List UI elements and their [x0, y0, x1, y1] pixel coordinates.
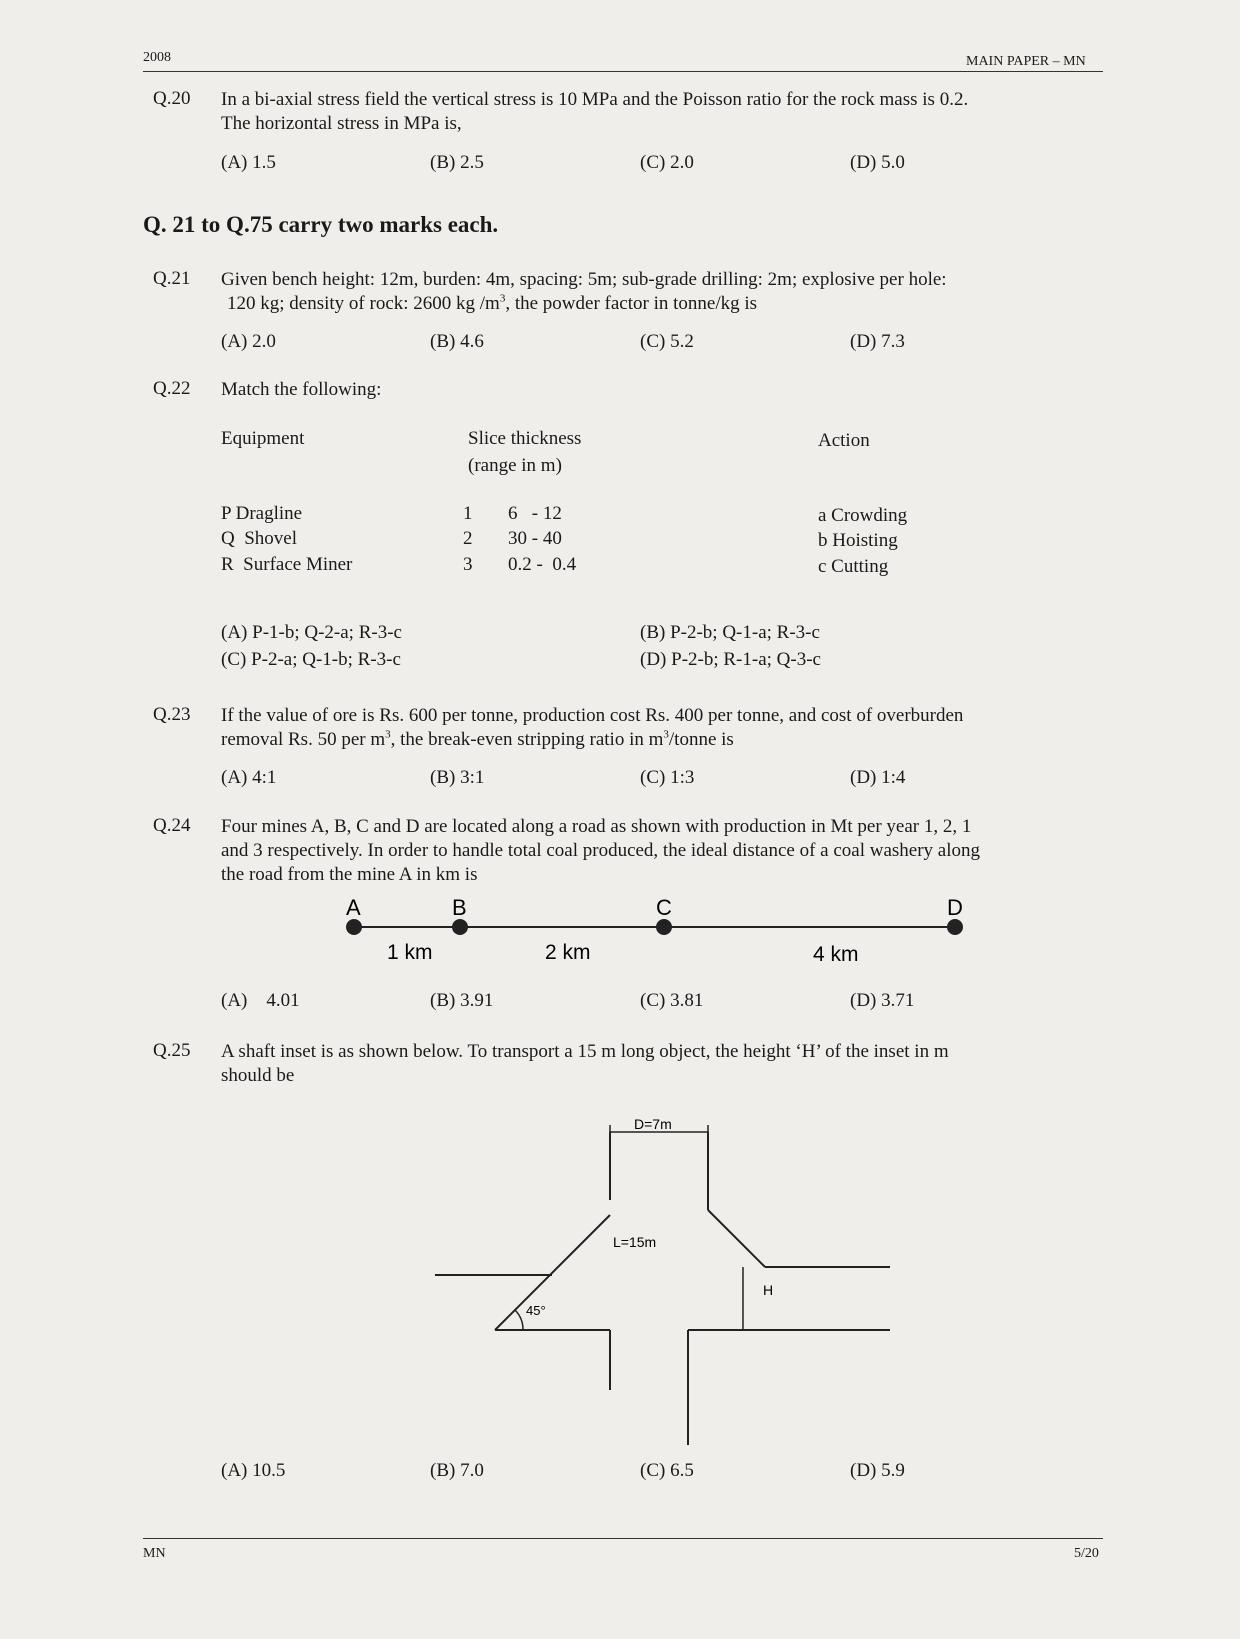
q21-line1: Given bench height: 12m, burden: 4m, spacing: 5m; sub-grade drilling: 2m; explosive per hole:: [221, 269, 947, 290]
q23-option-a: (A) 4:1: [221, 767, 277, 788]
q23-option-c: (C) 1:3: [640, 767, 695, 788]
q22-intro: Match the following:: [221, 379, 382, 400]
section-heading: Q. 21 to Q.75 carry two marks each.: [143, 212, 499, 237]
q25-shaft-inset-figure: [420, 1100, 890, 1445]
q25-option-c: (C) 6.5: [640, 1460, 694, 1481]
mine-d-label: D: [947, 895, 963, 920]
mine-b-label: B: [452, 895, 467, 920]
footer-page: 5/20: [1074, 1546, 1099, 1561]
q24-option-b: (B) 3.91: [430, 990, 494, 1011]
q24-option-a: (A) 4.01: [221, 990, 300, 1011]
q25-number: Q.25: [153, 1040, 191, 1061]
footer-rule: [143, 1538, 1103, 1539]
distance-ab: 1 km: [387, 941, 433, 964]
h-label: H: [763, 1282, 774, 1298]
q24-text: [221, 815, 1101, 887]
q25-line1: A shaft inset is as shown below. To transport a 15 m long object, the height ‘H’ of the inset in m: [221, 1041, 949, 1062]
q22-row-action: a Crowding: [818, 505, 908, 526]
q21-text: [221, 268, 1101, 316]
angle-label: 45°: [526, 1303, 546, 1318]
q22-row-equipment: P Dragline: [221, 503, 303, 524]
q24-number: Q.24: [153, 815, 191, 836]
q22-row-range: 30 - 40: [508, 528, 562, 549]
q22-row-action: b Hoisting: [818, 530, 898, 551]
roof-slope: [708, 1210, 765, 1267]
q22-option-c: (C) P-2-a; Q-1-b; R-3-c: [221, 649, 401, 670]
q23-option-b: (B) 3:1: [430, 767, 485, 788]
q22-row-equipment: R Surface Miner: [221, 554, 353, 575]
q24-line3: the road from the mine A in km is: [221, 864, 478, 885]
q22-row-range: 6 - 12: [508, 503, 562, 524]
q23-text: [221, 704, 1101, 752]
footer-code: MN: [143, 1546, 166, 1561]
distance-cd: 4 km: [813, 943, 859, 966]
q23-option-d: (D) 1:4: [850, 767, 906, 788]
q20-option-a: (A) 1.5: [221, 152, 276, 173]
q23-line1: If the value of ore is Rs. 600 per tonne, production cost Rs. 400 per tonne, and cost of overburden: [221, 705, 964, 726]
q24-road-figure: [330, 895, 980, 970]
q25-option-b: (B) 7.0: [430, 1460, 484, 1481]
mine-d-marker: [947, 919, 963, 935]
q22-row-range: 0.2 - 0.4: [508, 554, 577, 575]
q22-header-equipment: Equipment: [221, 428, 305, 449]
q22-row-action: c Cutting: [818, 556, 889, 577]
q20-line1: In a bi-axial stress field the vertical stress is 10 MPa and the Poisson ratio for the rock mass is 0.2.: [221, 89, 969, 110]
q20-option-b: (B) 2.5: [430, 152, 484, 173]
q25-option-a: (A) 10.5: [221, 1460, 286, 1481]
angle-arc: [515, 1310, 523, 1330]
q25-line2: should be: [221, 1065, 295, 1086]
q25-text: [221, 1040, 1101, 1088]
q20-number: Q.20: [153, 88, 191, 109]
q23-number: Q.23: [153, 704, 191, 725]
q20-text: [221, 88, 1101, 136]
q22-option-d: (D) P-2-b; R-1-a; Q-3-c: [640, 649, 821, 670]
q20-option-c: (C) 2.0: [640, 152, 694, 173]
distance-bc: 2 km: [545, 941, 591, 964]
object-diagonal: [495, 1215, 610, 1330]
q21-line2: 120 kg; density of rock: 2600 kg $/m^3$, the powder factor in tonne/kg is: [227, 292, 758, 314]
q22-row-n: 1: [463, 503, 473, 524]
q22-option-a: (A) P-1-b; Q-2-a; R-3-c: [221, 622, 402, 643]
l-label: L=15m: [613, 1234, 657, 1250]
q22-row-equipment: Q Shovel: [221, 528, 297, 549]
mine-c-marker: [656, 919, 672, 935]
q21-option-c: (C) 5.2: [640, 331, 694, 352]
mine-b-marker: [452, 919, 468, 935]
q23-line2: removal Rs. 50 per $m^3$, the break-even stripping ratio in $m^3$/tonne is: [221, 728, 734, 750]
d-label: D=7m: [634, 1116, 672, 1132]
q22-row-n: 3: [463, 554, 473, 575]
mine-a-marker: [346, 919, 362, 935]
q22-option-b: (B) P-2-b; Q-1-a; R-3-c: [640, 622, 820, 643]
q22-header-action: Action: [818, 430, 870, 451]
q24-option-c: (C) 3.81: [640, 990, 704, 1011]
q21-option-b: (B) 4.6: [430, 331, 484, 352]
header-rule: [143, 71, 1103, 72]
q22-header-slice-range: (range in m): [468, 455, 562, 476]
q21-number: Q.21: [153, 268, 191, 289]
q20-line2: The horizontal stress in MPa is,: [221, 113, 462, 134]
mine-c-label: C: [656, 895, 672, 920]
header-paper: MAIN PAPER – MN: [966, 54, 1086, 69]
q25-option-d: (D) 5.9: [850, 1460, 905, 1481]
q24-option-d: (D) 3.71: [850, 990, 915, 1011]
q22-number: Q.22: [153, 378, 191, 399]
q21-option-a: (A) 2.0: [221, 331, 276, 352]
q22-row-n: 2: [463, 528, 473, 549]
q24-line2: and 3 respectively. In order to handle total coal produced, the ideal distance of a coal washery along: [221, 840, 980, 861]
mine-a-label: A: [346, 895, 361, 920]
q24-line1: Four mines A, B, C and D are located along a road as shown with production in Mt per year 1, 2, 1: [221, 816, 972, 837]
q21-option-d: (D) 7.3: [850, 331, 905, 352]
q20-option-d: (D) 5.0: [850, 152, 905, 173]
header-year: 2008: [143, 50, 171, 65]
q22-header-slice: Slice thickness: [468, 428, 582, 449]
